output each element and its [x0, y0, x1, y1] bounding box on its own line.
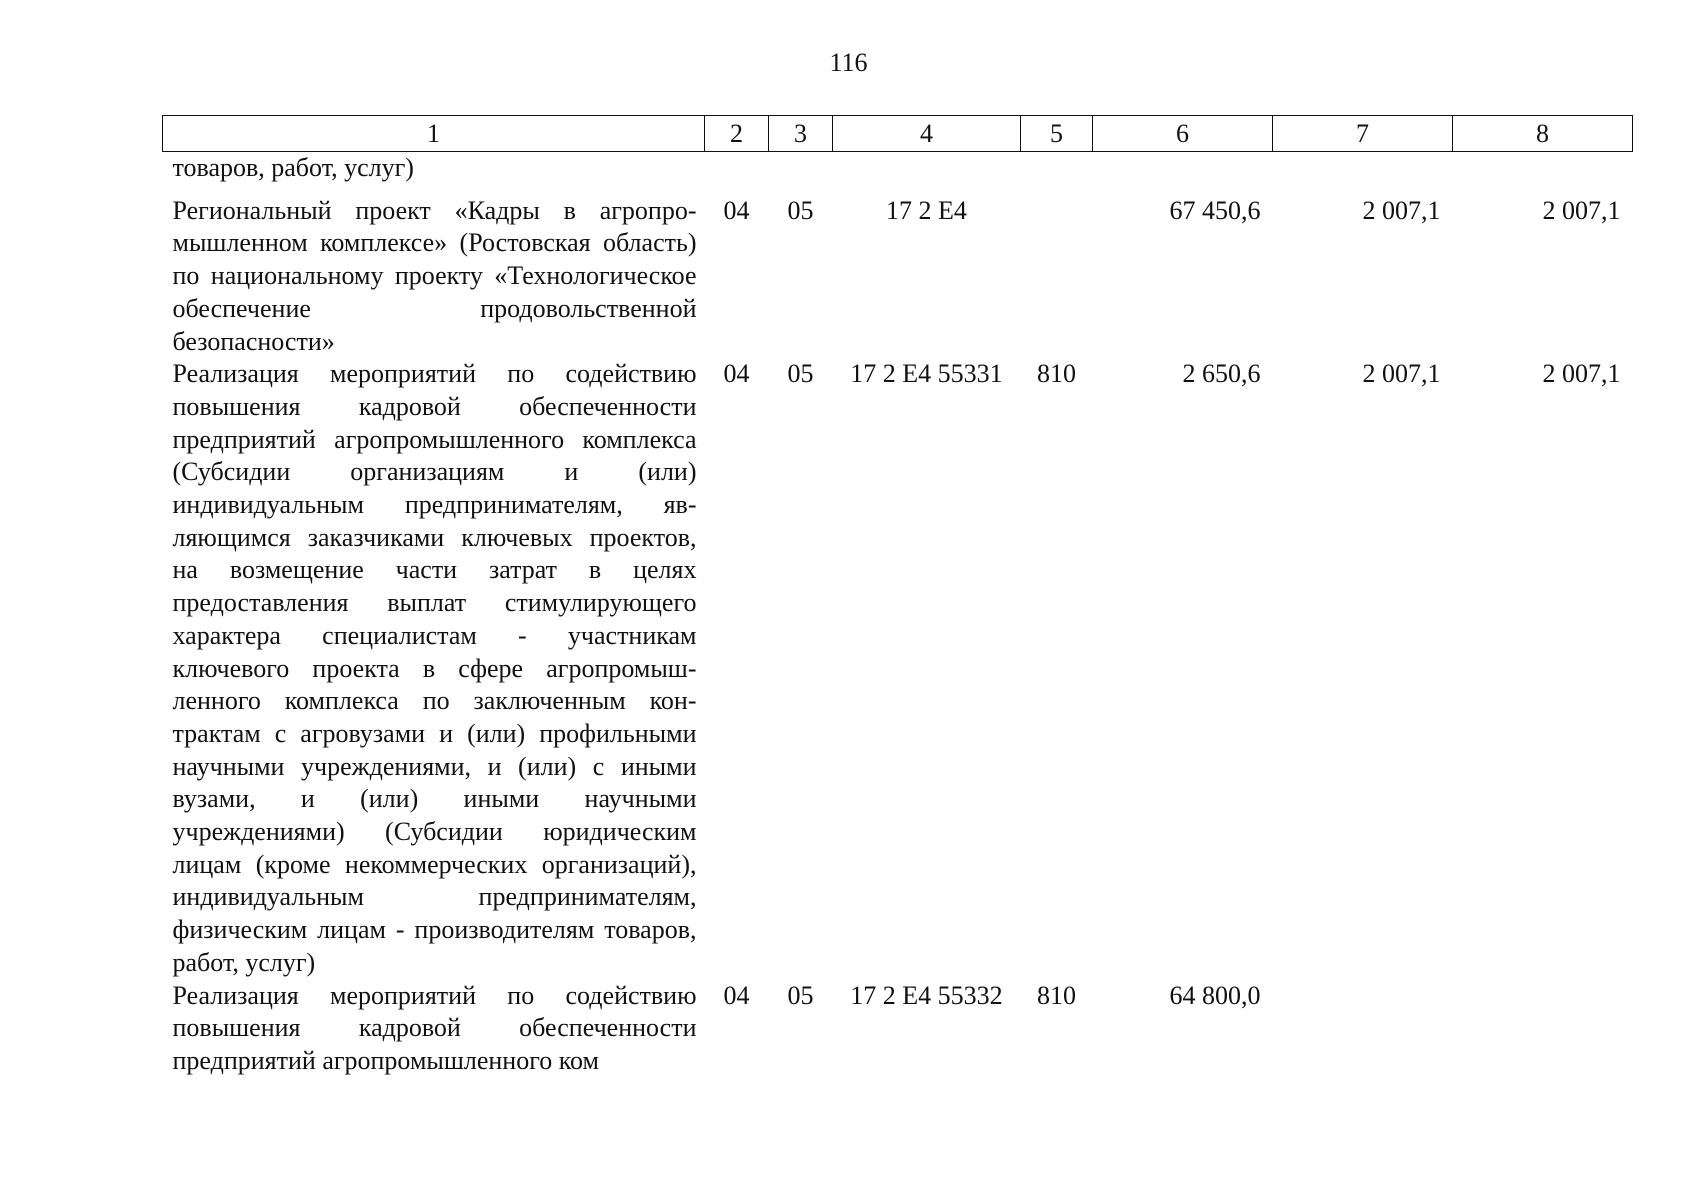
row-vr [1021, 192, 1093, 359]
column-header: 6 [1093, 116, 1273, 152]
budget-table [162, 115, 1633, 1078]
column-header: 3 [769, 116, 833, 152]
row-sum-3: 2 007,1 [1542, 359, 1621, 389]
row-vr: 810 [1037, 359, 1076, 389]
row-name: Реализация мероприятий по содействию повышения кадровой обеспеченности предприятий агропромышленного комплекса (Субсидии организациям и (или) индивидуальным предпринимателям, являющимся заказчиками ключевых проектов, на возмещение части затрат в целях предоставления выплат стимулирующего характера специалистам - участникам ключевого проекта в сфере агропромышленного комплекса по заключенным контрактам с агровузами и (или) профильными научными учреждениями, и (или) с иными вузами, и (или) иными научными учреждениями) (Субсидии юридическим лицам (кроме некоммерческих организаций), индивидуальным предпринимателям, физическим лицам - производителям товаров, работ, услуг) [172, 359, 697, 977]
row-name: Реализация мероприятий по содействию повышения кадровой обеспеченности предприятий агропромышленного ком [172, 980, 697, 1075]
row-rz: 04 [723, 359, 750, 389]
row-rz: 04 [723, 195, 750, 225]
row-csr: 17 2 Е4 55332 [850, 980, 1003, 1010]
column-header: 2 [705, 116, 769, 152]
column-header: 5 [1021, 116, 1093, 152]
table-row [163, 192, 1633, 359]
column-header: 1 [163, 116, 705, 152]
row-csr: 17 2 Е4 [886, 195, 967, 225]
row-sum-1: 64 800,0 [1169, 980, 1261, 1010]
row-sum-2: 2 007,1 [1362, 359, 1441, 389]
row-csr: 17 2 Е4 55331 [850, 359, 1003, 389]
page-number: 116 [829, 48, 868, 77]
table-row [163, 358, 1633, 979]
row-sum-2: 2 007,1 [1362, 195, 1441, 225]
row-vr: 810 [1037, 980, 1076, 1010]
column-header: 7 [1273, 116, 1453, 152]
column-header: 8 [1453, 116, 1633, 152]
row-pr: 05 [787, 195, 814, 225]
row-rz: 04 [723, 980, 750, 1010]
row-sum-3: 2 007,1 [1542, 195, 1621, 225]
table-header-row [163, 116, 1633, 152]
row-sum-1: 67 450,6 [1169, 195, 1261, 225]
column-header: 4 [833, 116, 1021, 152]
row-sum-2 [1273, 980, 1453, 1078]
row-pr: 05 [787, 359, 814, 389]
row-sum-1: 2 650,6 [1182, 359, 1261, 389]
table-row-continuation [163, 152, 1633, 192]
table-row [163, 980, 1633, 1078]
row-name: товаров, работ, услуг) [172, 153, 414, 182]
row-pr: 05 [787, 980, 814, 1010]
row-name: Региональный проект «Кадры в агропромышленном комплексе» (Ростовская область) по национальному проекту «Технологическое обеспечение продовольственной безопасности» [172, 195, 697, 356]
row-sum-3 [1453, 980, 1633, 1078]
